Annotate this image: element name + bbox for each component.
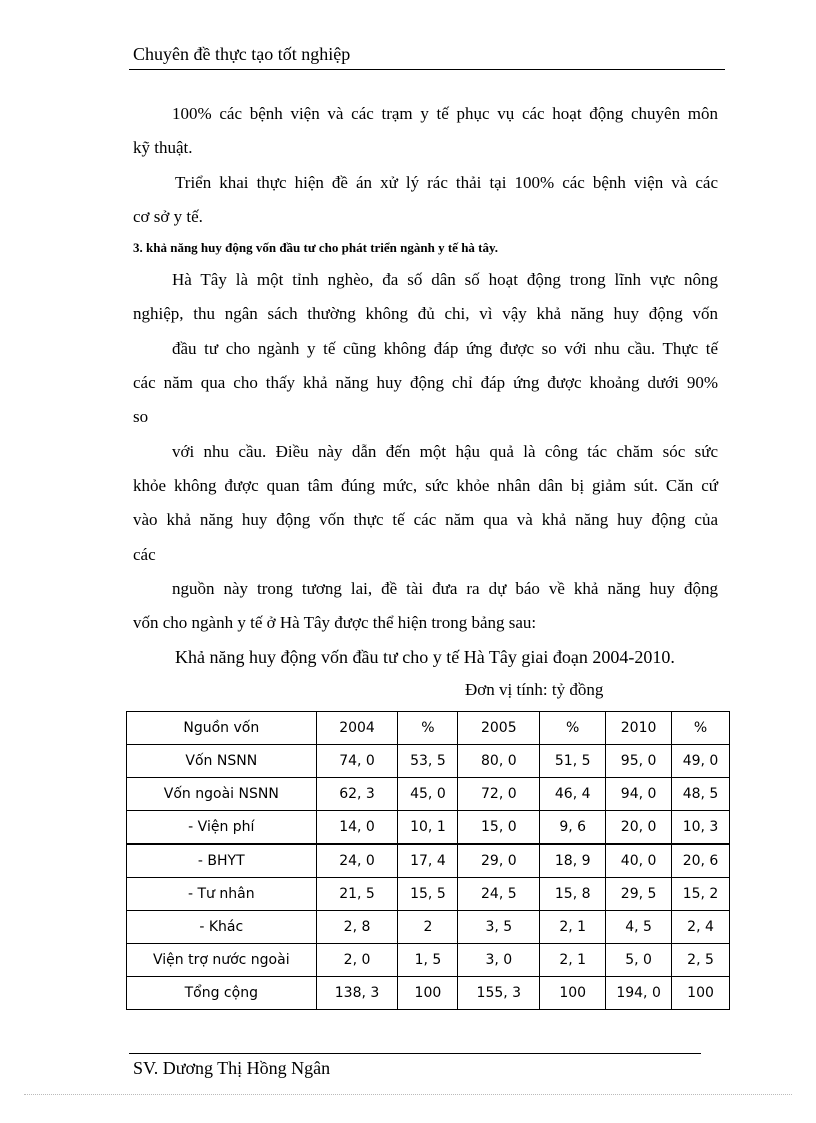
table-cell: 2 (398, 911, 458, 944)
table-cell: 3, 5 (458, 911, 540, 944)
row-label: Vốn ngoài NSNN (127, 778, 317, 811)
table-cell: 48, 5 (672, 778, 730, 811)
table-cell: 1, 5 (398, 944, 458, 977)
table-row (127, 911, 730, 944)
table-cell: 15, 2 (672, 878, 730, 911)
table-row (127, 878, 730, 911)
paragraph-line: vào khả năng huy động vốn thực tế các năm qua và khả năng huy động của (133, 510, 718, 529)
row-label: Vốn NSNN (127, 745, 317, 778)
footer-divider (129, 1053, 701, 1054)
header-cell: % (540, 712, 606, 745)
table-cell: 100 (672, 977, 730, 1010)
table-unit: Đơn vị tính: tỷ đồng (465, 680, 604, 699)
table-cell: 17, 4 (398, 844, 458, 878)
paragraph-line: khỏe không được quan tâm đúng mức, sức khỏe nhân dân bị giảm sút. Căn cứ (133, 476, 718, 495)
table-cell: 10, 3 (672, 811, 730, 845)
row-label: - BHYT (127, 844, 317, 878)
paragraph-line: kỹ thuật. (133, 138, 193, 157)
table-cell: 194, 0 (606, 977, 672, 1010)
table-cell: 20, 0 (606, 811, 672, 845)
table-row (127, 745, 730, 778)
table-row (127, 811, 730, 845)
table-cell: 155, 3 (458, 977, 540, 1010)
paragraph-line: Hà Tây là một tỉnh nghèo, đa số dân số hoạt động trong lĩnh vực nông (172, 270, 718, 289)
table-cell: 95, 0 (606, 745, 672, 778)
row-label: - Khác (127, 911, 317, 944)
header-cell: 2010 (606, 712, 672, 745)
paragraph-line: các (133, 545, 156, 564)
header-cell: % (398, 712, 458, 745)
table-cell: 49, 0 (672, 745, 730, 778)
table-cell: 94, 0 (606, 778, 672, 811)
paragraph-line: với nhu cầu. Điều này dẫn đến một hậu quả là công tác chăm sóc sức (172, 442, 718, 461)
section-heading: 3. khả năng huy động vốn đầu tư cho phát triển ngành y tế hà tây. (133, 240, 499, 255)
table-cell: 18, 9 (540, 844, 606, 878)
table-cell: 2, 0 (316, 944, 398, 977)
row-label: Viện trợ nước ngoài (127, 944, 317, 977)
paragraph-line: 100% các bệnh viện và các trạm y tế phục vụ các hoạt động chuyên môn (172, 104, 718, 123)
table-cell: 15, 0 (458, 811, 540, 845)
paragraph-line: nguồn này trong tương lai, đề tài đưa ra dự báo về khả năng huy động (172, 579, 718, 598)
table-cell: 80, 0 (458, 745, 540, 778)
table-header-row (127, 712, 730, 745)
table-cell: 2, 1 (540, 911, 606, 944)
table-cell: 2, 4 (672, 911, 730, 944)
paragraph-line: đầu tư cho ngành y tế cũng không đáp ứng được so với nhu cầu. Thực tế (172, 339, 718, 358)
table-cell: 72, 0 (458, 778, 540, 811)
table-cell: 15, 5 (398, 878, 458, 911)
table-row (127, 844, 730, 878)
paragraph-line: so (133, 407, 149, 426)
table-cell: 14, 0 (316, 811, 398, 845)
table-cell: 24, 0 (316, 844, 398, 878)
table-cell: 29, 0 (458, 844, 540, 878)
table-row (127, 778, 730, 811)
paragraph-line: Triển khai thực hiện đề án xử lý rác thải tại 100% các bệnh viện và các (175, 173, 718, 192)
table-cell: 2, 8 (316, 911, 398, 944)
paragraph-line: các năm qua cho thấy khả năng huy động chỉ đáp ứng được khoảng dưới 90% (133, 373, 718, 392)
table-cell: 40, 0 (606, 844, 672, 878)
table-cell: 10, 1 (398, 811, 458, 845)
table-cell: 2, 5 (672, 944, 730, 977)
table-row (127, 944, 730, 977)
table-caption: Khả năng huy động vốn đầu tư cho y tế Hà Tây giai đoạn 2004-2010. (175, 647, 675, 667)
table-cell: 3, 0 (458, 944, 540, 977)
table-cell: 4, 5 (606, 911, 672, 944)
table-cell: 51, 5 (540, 745, 606, 778)
table-cell: 21, 5 (316, 878, 398, 911)
row-label: - Viện phí (127, 811, 317, 845)
row-label: Tổng cộng (127, 977, 317, 1010)
footer-author: SV. Dương Thị Hồng Ngân (133, 1058, 331, 1078)
table-cell: 9, 6 (540, 811, 606, 845)
table-cell: 62, 3 (316, 778, 398, 811)
page-edge-dotted-line (24, 1094, 792, 1095)
table-cell: 53, 5 (398, 745, 458, 778)
table-cell: 45, 0 (398, 778, 458, 811)
header-cell: Nguồn vốn (127, 712, 317, 745)
table-cell: 20, 6 (672, 844, 730, 878)
table-cell: 29, 5 (606, 878, 672, 911)
table-cell: 46, 4 (540, 778, 606, 811)
page-header-title: Chuyên đề thực tạo tốt nghiệp (133, 44, 351, 64)
table-row (127, 977, 730, 1010)
table-cell: 100 (540, 977, 606, 1010)
table-cell: 2, 1 (540, 944, 606, 977)
table-cell: 74, 0 (316, 745, 398, 778)
paragraph-line: nghiệp, thu ngân sách thường không đủ chi, vì vậy khả năng huy động vốn (133, 304, 718, 323)
row-label: - Tư nhân (127, 878, 317, 911)
header-cell: % (672, 712, 730, 745)
header-cell: 2004 (316, 712, 398, 745)
table-cell: 100 (398, 977, 458, 1010)
paragraph-line: cơ sở y tế. (133, 207, 203, 226)
header-cell: 2005 (458, 712, 540, 745)
table-cell: 5, 0 (606, 944, 672, 977)
table-cell: 15, 8 (540, 878, 606, 911)
funding-table (126, 711, 730, 1010)
paragraph-line: vốn cho ngành y tế ở Hà Tây được thể hiện trong bảng sau: (133, 613, 537, 632)
table-cell: 24, 5 (458, 878, 540, 911)
table-cell: 138, 3 (316, 977, 398, 1010)
header-divider (129, 69, 725, 70)
